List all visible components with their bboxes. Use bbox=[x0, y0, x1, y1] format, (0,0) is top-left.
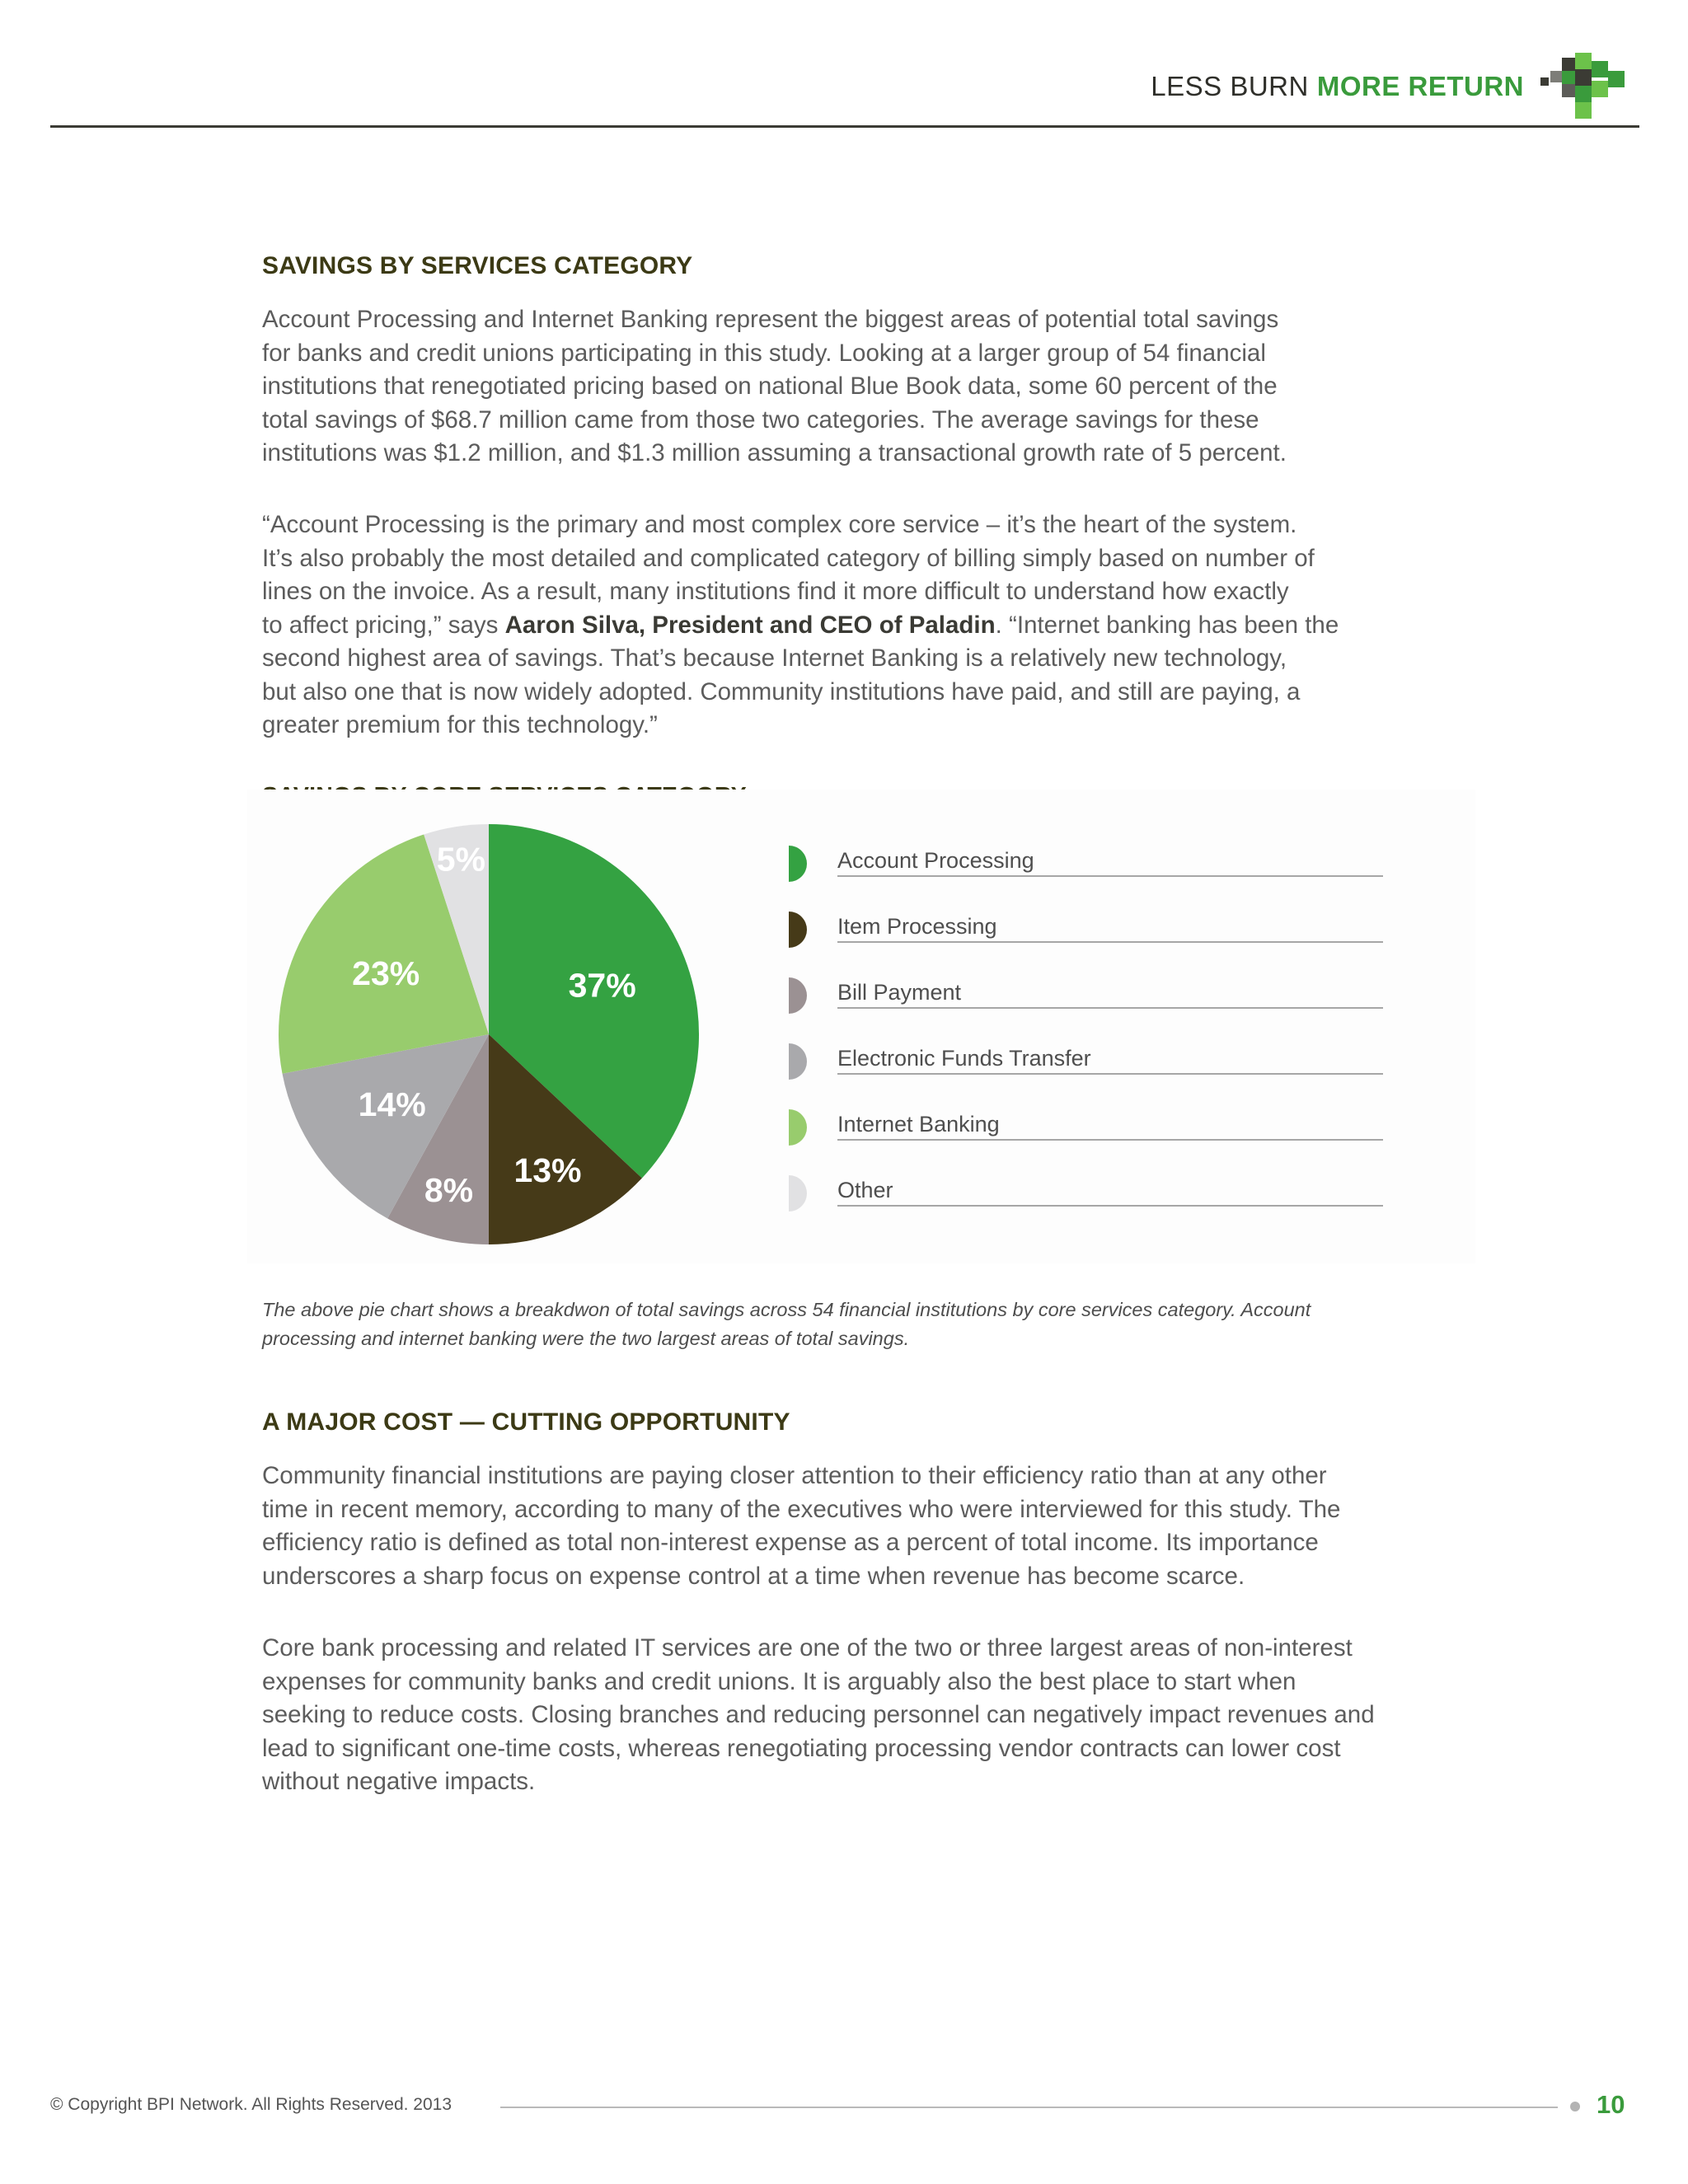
pie-chart bbox=[272, 824, 725, 1269]
section-heading-major-cost: A MAJOR COST — CUTTING OPPORTUNITY bbox=[262, 1408, 790, 1436]
section1-quote-paragraph bbox=[262, 509, 1339, 743]
section-heading-savings-by-services: SAVINGS BY SERVICES CATEGORY bbox=[262, 252, 693, 279]
section1-paragraph1 bbox=[262, 303, 1287, 471]
legend-underline bbox=[837, 1073, 1383, 1075]
legend-swatch-icon bbox=[789, 1109, 807, 1146]
pie-value-label: 13% bbox=[513, 1151, 582, 1190]
footer-copyright: © Copyright BPI Network. All Rights Reserved. 2013 bbox=[50, 2095, 452, 2114]
pie-value-label: 8% bbox=[424, 1170, 474, 1209]
legend-label: Item Processing bbox=[837, 914, 997, 939]
text-line: “Account Processing is the primary and most complex core service – it’s the heart of the system. bbox=[262, 511, 1297, 538]
footer-divider bbox=[500, 2107, 1558, 2108]
legend-swatch-icon bbox=[789, 846, 807, 882]
text-line: efficiency ratio is defined as total non-interest expense as a percent of total income. Its importance bbox=[262, 1529, 1319, 1556]
text-line: without negative impacts. bbox=[262, 1768, 536, 1795]
text-line: time in recent memory, according to many of the executives who were interviewed for this study. The bbox=[262, 1495, 1341, 1523]
brand-tagline bbox=[1151, 71, 1524, 102]
text-line: Core bank processing and related IT services are one of the two or three largest areas of non-interest bbox=[262, 1634, 1353, 1661]
legend-underline bbox=[837, 1007, 1383, 1009]
pie-value-label: 23% bbox=[352, 954, 420, 993]
bpi-logo-icon bbox=[1540, 53, 1638, 120]
text-line: Account Processing and Internet Banking represent the biggest areas of potential total savings bbox=[262, 306, 1279, 333]
section2-paragraph1 bbox=[262, 1460, 1340, 1593]
text-line: It’s also probably the most detailed and complicated category of billing simply based on number of bbox=[262, 544, 1315, 572]
chart-legend bbox=[783, 841, 1426, 1236]
chart-caption bbox=[262, 1296, 1449, 1353]
legend-label: Other bbox=[837, 1178, 893, 1202]
legend-item bbox=[783, 972, 1426, 1038]
legend-underline bbox=[837, 875, 1383, 877]
quote-attribution-name: Aaron Silva, President and CEO of Paladin bbox=[504, 611, 996, 639]
text-line: lead to significant one-time costs, whereas renegotiating processing vendor contracts can lower cost bbox=[262, 1734, 1341, 1762]
caption-line: The above pie chart shows a breakdwon of total savings across 54 financial institutions by core services category. Account bbox=[262, 1299, 1311, 1320]
text-line: institutions that renegotiated pricing based on national Blue Book data, some 60 percent of the bbox=[262, 373, 1278, 400]
legend-label: Bill Payment bbox=[837, 980, 962, 1005]
legend-underline bbox=[837, 1205, 1383, 1207]
legend-swatch-icon bbox=[789, 912, 807, 948]
text-line bbox=[262, 609, 1339, 643]
text-line: lines on the invoice. As a result, many institutions find it more difficult to understand how exactly bbox=[262, 578, 1289, 605]
quote-attribution-suffix: . “Internet banking has been the bbox=[995, 611, 1339, 639]
pie-value-label: 37% bbox=[568, 966, 636, 1005]
section2-paragraph2 bbox=[262, 1632, 1375, 1799]
quote-attribution-prefix: to affect pricing,” says bbox=[262, 611, 505, 639]
legend-item bbox=[783, 1038, 1426, 1104]
legend-item bbox=[783, 841, 1426, 907]
legend-swatch-icon bbox=[789, 1175, 807, 1212]
legend-item bbox=[783, 1104, 1426, 1170]
text-line: but also one that is now widely adopted. Community institutions have paid, and still are paying, a bbox=[262, 677, 1301, 705]
text-line: institutions was $1.2 million, and $1.3 million assuming a transactional growth rate of 5 percent. bbox=[262, 439, 1287, 466]
legend-label: Electronic Funds Transfer bbox=[837, 1046, 1091, 1071]
legend-label: Account Processing bbox=[837, 848, 1034, 873]
text-line: expenses for community banks and credit unions. It is arguably also the best place to start when bbox=[262, 1667, 1296, 1695]
page-number: 10 bbox=[1597, 2090, 1625, 2119]
pie-value-label: 5% bbox=[436, 840, 485, 879]
caption-line: processing and internet banking were the two largest areas of total savings. bbox=[262, 1328, 910, 1349]
text-line: greater premium for this technology.” bbox=[262, 711, 658, 738]
text-line: for banks and credit unions participating in this study. Looking at a larger group of 54 financial bbox=[262, 339, 1266, 367]
legend-underline bbox=[837, 1139, 1383, 1141]
page-header bbox=[50, 49, 1639, 128]
footer-dot-icon bbox=[1570, 2102, 1580, 2111]
text-line: second highest area of savings. That’s because Internet Banking is a relatively new technology, bbox=[262, 644, 1287, 672]
legend-swatch-icon bbox=[789, 1043, 807, 1080]
brand-tagline-part2: MORE RETURN bbox=[1316, 71, 1524, 101]
legend-swatch-icon bbox=[789, 977, 807, 1014]
brand-tagline-part1: LESS BURN bbox=[1151, 71, 1309, 101]
text-line: seeking to reduce costs. Closing branches and reducing personnel can negatively impact revenues and bbox=[262, 1701, 1375, 1728]
text-line: underscores a sharp focus on expense control at a time when revenue has become scarce. bbox=[262, 1562, 1245, 1590]
legend-item bbox=[783, 907, 1426, 972]
legend-item bbox=[783, 1170, 1426, 1236]
text-line: Community financial institutions are paying closer attention to their efficiency ratio than at any other bbox=[262, 1462, 1327, 1489]
legend-label: Internet Banking bbox=[837, 1112, 1000, 1137]
legend-underline bbox=[837, 941, 1383, 943]
pie-value-label: 14% bbox=[358, 1085, 426, 1124]
text-line: total savings of $68.7 million came from those two categories. The average savings for these bbox=[262, 405, 1259, 434]
